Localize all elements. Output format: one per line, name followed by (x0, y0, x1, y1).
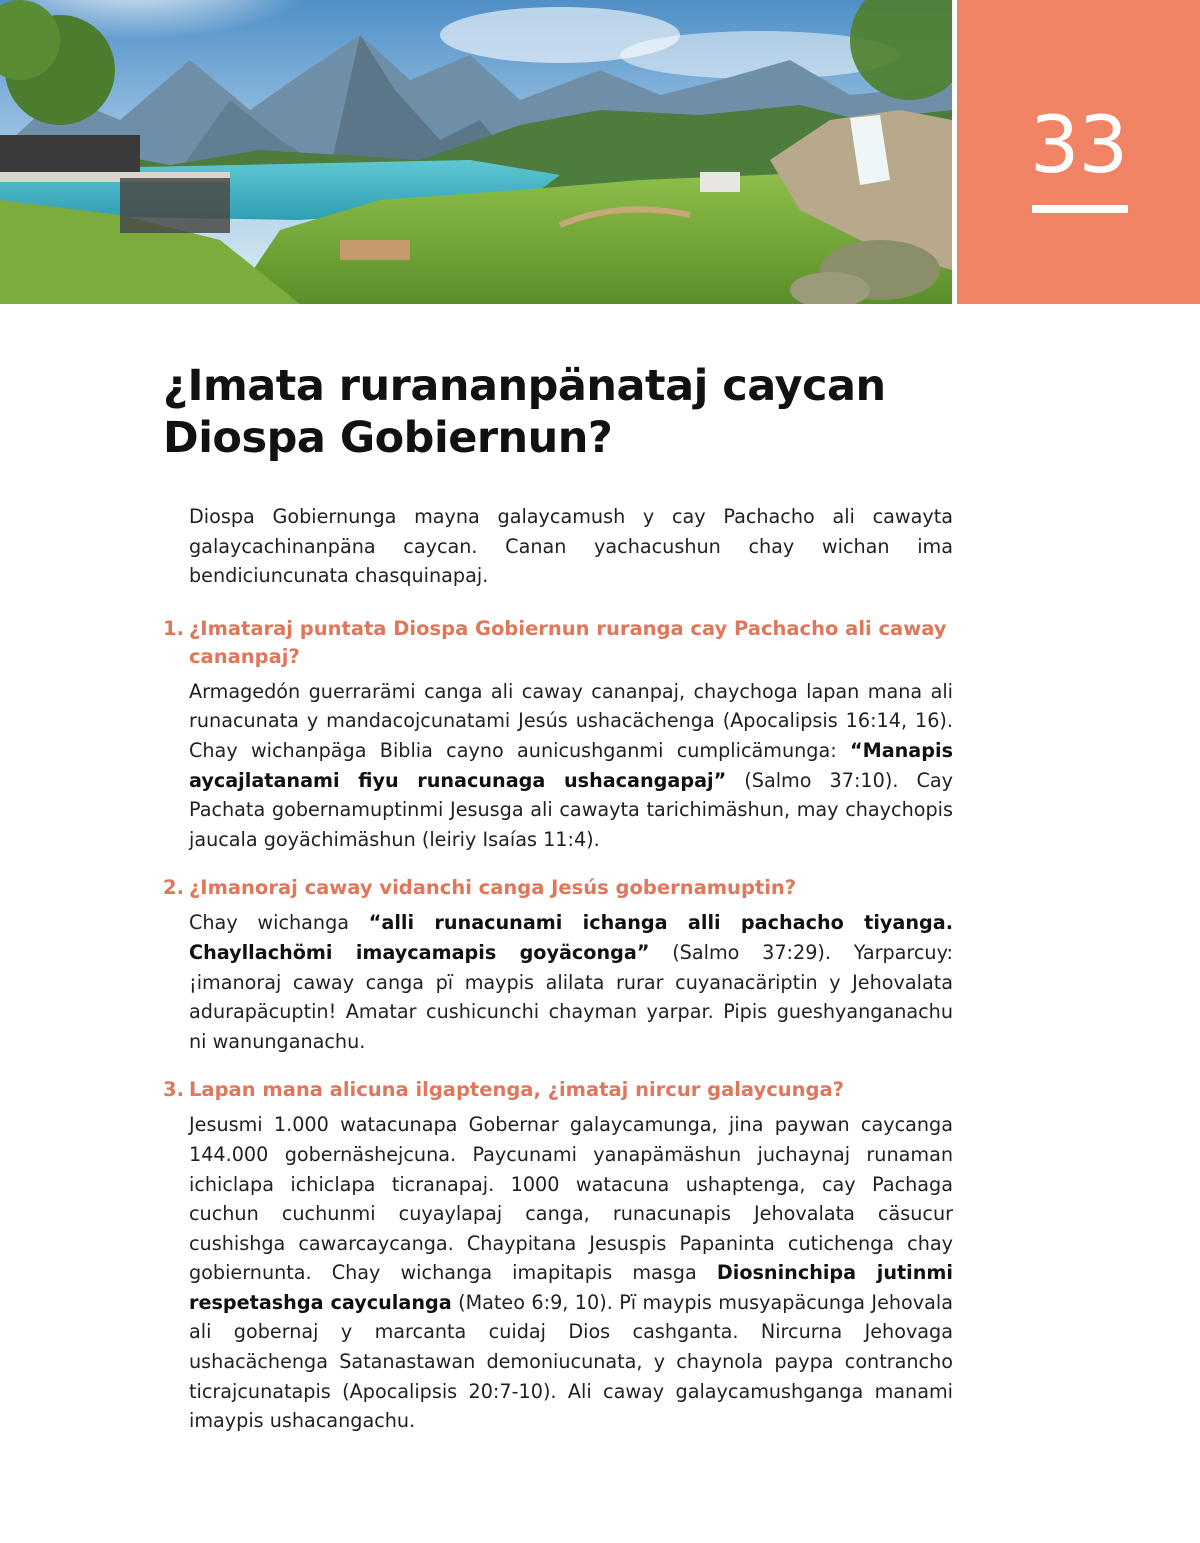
page-title: ¿Imata rurananpänataj caycan Diospa Gobiernun? (163, 361, 886, 463)
section-2 (163, 874, 953, 1056)
answer-paragraph (189, 677, 953, 855)
answer-text: Chay wichanga (189, 911, 369, 935)
emphasized-text: Diosninchipa jutinmi respetashga cayculanga (189, 1261, 953, 1314)
answer-paragraph (189, 908, 953, 1056)
question-number: 3. (163, 1078, 184, 1102)
question-text: Lapan mana alicuna ilgaptenga, ¿imataj nircur galaycunga? (189, 1078, 844, 1102)
question-heading (163, 615, 953, 671)
answer-text: (Salmo 37:29). Yarparcuy: ¡imanoraj caway canga pï maypis alilata rurar cuyanacäriptin y Jehovalata adurapäcuptin! Amatar cushicunchi chayman yarpar. Pipis gueshyanganachu ni wanunganachu. (189, 940, 953, 1053)
question-number: 2. (163, 876, 184, 900)
question-heading (163, 1076, 953, 1104)
question-heading (163, 874, 953, 902)
paradise-landscape-image (0, 0, 952, 304)
section-3 (163, 1076, 953, 1436)
scripture-quote: “Manapis aycajlatanami fiyu runacunaga ushacangapaj” (189, 738, 953, 792)
lesson-content (163, 502, 953, 1456)
answer-text: Jesusmi 1.000 watacunapa Gobernar galaycamunga, jina paywan caycanga 144.000 gobernäshejcuna. Paycunami yanapämäshun juchaynaj runaman ichiclapa ichiclapa ticranapaj. 1000 watacuna ushaptenga, cay Pachaga cuchun cuchunmi cuyaylapaj canga, runacunapis Jehovalata cäsucur cushishga cawarcaycanga. Chaypitana Jesuspis Papaninta cutichenga chay gobiernunta. Chay wichanga imapitapis masga (189, 1113, 953, 1285)
hero-illustration (0, 0, 952, 304)
section-1 (163, 615, 953, 855)
lesson-number-panel (957, 0, 1200, 304)
lesson-number: 33 (1029, 101, 1128, 191)
answer-text: (Salmo 37:10). Cay Pachata gobernamuptinmi Jesusga ali cawayta tarichimäshun, may chaychopis jaucala goyächimäshun (leiriy Isaías 11:4). (189, 768, 954, 851)
question-number: 1. (163, 616, 184, 640)
lesson-number-underline (1032, 205, 1128, 213)
answer-paragraph (189, 1110, 953, 1436)
answer-text: (Mateo 6:9, 10). Pï maypis musyapäcunga Jehovala ali gobernaj y marcanta cuidaj Dios cashganta. Nircurna Jehovaga ushacächenga Satanastawan demoniucunata, y chaynola paypa contrancho ticrajcunatapis (Apocalipsis 20:7-10). Ali caway galaycamushganga manami imaypis ushacangachu. (189, 1290, 953, 1433)
intro-paragraph: Diospa Gobiernunga mayna galaycamush y cay Pachacho ali cawayta galaycachinanpäna caycan. Canan yachacushun chay wichan ima bendiciuncunata chasquinapaj. (189, 505, 953, 588)
question-text: ¿Imanoraj caway vidanchi canga Jesús gobernamuptin? (189, 876, 797, 900)
scripture-quote: “alli runacunami ichanga alli pachacho tiyanga. Chayllachömi imaycamapis goyäconga” (189, 911, 953, 964)
question-text: ¿Imataraj puntata Diospa Gobiernun ruranga cay Pachacho ali caway cananpaj? (189, 616, 947, 668)
answer-text: Armagedón guerrarämi canga ali caway cananpaj, chaychoga lapan mana ali runacunata y mandacojcunatami Jesús ushacächenga (Apocalipsis 16:14, 16). Chay wichanpäga Biblia cayno aunicushganmi cumplicämunga: (189, 679, 953, 762)
